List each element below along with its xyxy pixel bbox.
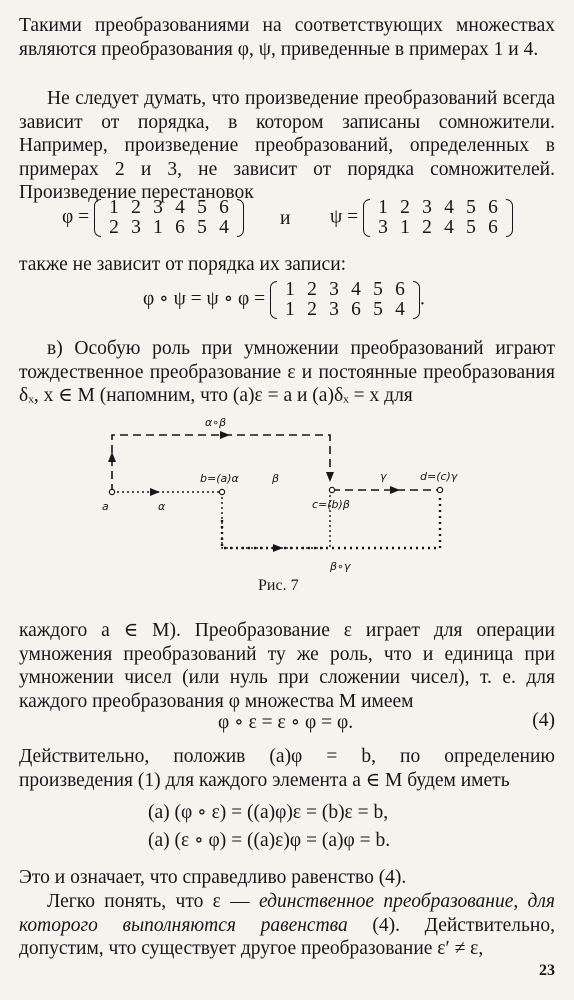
permutation-product: φ ∘ ψ = ψ ∘ φ = 1 2 3 4 5 6 1 2 3 6 5 4 . <box>143 279 425 320</box>
label-a: a <box>102 500 109 513</box>
product-top-row: 1 2 3 4 5 6 <box>285 279 405 300</box>
paragraph-8: Легко понять, что ε — единственное преобразование, для которого выполняются равенства (4). Действительно, допустим, что существует другое преобразование ε′ ≠ ε, <box>19 891 555 959</box>
page-number: 23 <box>539 962 555 979</box>
phi-bottom-row: 2 3 1 6 5 4 <box>109 217 229 238</box>
label-b: b=(a)α <box>200 472 239 485</box>
paragraph-6: Действительно, положив (a)φ = b, по определению произведения (1) для каждого элемента a ∈ M будем иметь <box>19 746 555 791</box>
psi-label: ψ = <box>330 206 359 228</box>
figure-caption: Рис. 7 <box>258 577 299 594</box>
label-beta-gamma: β∘γ <box>330 560 351 573</box>
paragraph-2: Не следует думать, что произведение преобразований всегда зависит от порядка, в котором записаны сомножители. Например, произведение преобразований, определенных в примерах 2 и 3, не зависит от порядка сомножителей. Произведение перестановок <box>19 88 555 203</box>
label-gamma: γ <box>380 470 387 483</box>
product-bottom-row: 1 2 3 6 5 4 <box>285 299 405 320</box>
permutation-psi <box>330 198 513 238</box>
phi-matrix <box>94 198 244 238</box>
equation-line-1: (a) (φ ∘ ε) = ((a)φ)ε = (b)ε = b, <box>148 802 389 823</box>
equation-4-number: (4) <box>532 710 555 731</box>
phi-top-row: 1 2 3 4 5 6 <box>109 197 229 218</box>
and-word: и <box>280 208 291 229</box>
label-d: d=(c)γ <box>420 470 458 483</box>
label-beta: β <box>272 472 280 485</box>
psi-matrix <box>363 198 513 238</box>
phi-label: φ = <box>62 206 90 228</box>
paragraph-4: в) Особую роль при умножении преобразований играют тождественное преобразование ε и постоянные преобразования δₓ, x ∈ M (напомним, что (a)ε = a и (a)δₓ = x для <box>19 338 555 406</box>
product-label: φ ∘ ψ = ψ ∘ φ = <box>143 288 266 310</box>
equation-line-2: (a) (ε ∘ φ) = ((a)ε)φ = (a)φ = b. <box>148 830 391 851</box>
permutation-phi <box>62 198 244 238</box>
paragraph-5: каждого a ∈ M). Преобразование ε играет для операции умножения преобразований ту же роль, что и единица при умножении чисел (или нуль при сложении чисел), т. е. для каждого преобразования φ множества M имеем <box>19 620 555 712</box>
psi-top-row: 1 2 3 4 5 6 <box>378 197 498 218</box>
equation-4: φ ∘ ε = ε ∘ φ = φ. <box>218 712 354 733</box>
paragraph-1: Такими преобразованиями на соответствующих множествах являются преобразования φ, ψ, приведенные в примерах 1 и 4. <box>19 15 555 60</box>
label-alpha: α <box>158 500 166 513</box>
emphasis-text: единственное преобразование, для которого выполняются равенства <box>19 891 555 936</box>
paragraph-7: Это и означает, что справедливо равенство (4). <box>19 867 407 888</box>
label-alpha-beta: α∘β <box>205 416 227 429</box>
figure-7-diagram <box>0 400 574 600</box>
paragraph-3: также не зависит от порядка их записи: <box>19 254 347 275</box>
psi-bottom-row: 3 1 2 4 5 6 <box>378 217 498 238</box>
product-matrix <box>270 280 420 320</box>
label-c: c=(b)β <box>312 498 350 511</box>
